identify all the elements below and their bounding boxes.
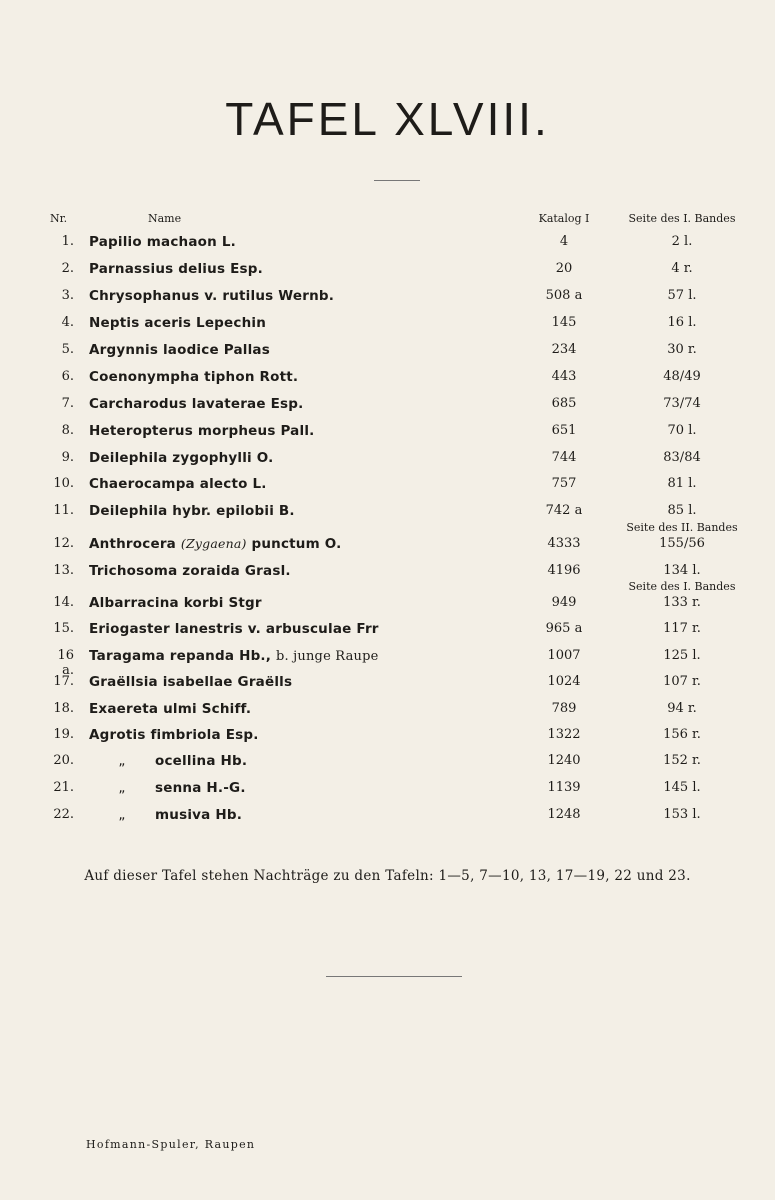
- row-name: Chaerocampa alecto L.: [89, 476, 267, 492]
- table-row: [0, 476, 775, 496]
- row-seite: 94 r.: [667, 701, 697, 716]
- bottom-divider: [326, 976, 462, 977]
- row-seite: 125 l.: [663, 648, 701, 663]
- row-seite: 16 l.: [667, 315, 697, 330]
- table-row: [0, 701, 775, 721]
- header-seite: Seite des I. Bandes: [628, 212, 736, 225]
- row-seite: 156 r.: [663, 727, 701, 742]
- row-nr: 16 a.: [57, 648, 74, 678]
- row-katalog: 742 a: [545, 503, 583, 518]
- page-title: TAFEL XLVIII.: [225, 93, 550, 145]
- row-name: Neptis aceris Lepechin: [89, 315, 267, 331]
- row-nr: 11.: [53, 503, 74, 518]
- row-seite: 73/74: [663, 396, 701, 411]
- row-nr: 15.: [53, 621, 74, 636]
- row-nr: 6.: [61, 369, 74, 384]
- row-seite: 133 r.: [663, 595, 701, 610]
- row-seite: 117 r.: [663, 621, 701, 636]
- row-katalog: 145: [551, 315, 577, 330]
- row-name: Argynnis laodice Pallas: [89, 342, 270, 358]
- row-katalog: 1322: [547, 727, 581, 742]
- row-nr: 4.: [61, 315, 74, 330]
- row-katalog: 949: [551, 595, 577, 610]
- row-katalog: 1240: [547, 753, 581, 768]
- row-katalog: 789: [551, 701, 577, 716]
- header-katalog: Katalog I: [538, 212, 590, 225]
- table-row: [0, 648, 775, 678]
- row-seite: 145 l.: [663, 780, 701, 795]
- row-nr: 5.: [61, 342, 74, 357]
- ditto-mark: „: [118, 753, 126, 769]
- table-row: [0, 503, 775, 523]
- band-i-heading: Seite des I. Bandes: [628, 580, 736, 593]
- table-row: [0, 234, 775, 254]
- ditto-mark: „: [118, 807, 126, 823]
- row-nr: 20.: [53, 753, 74, 768]
- table-row: [0, 595, 775, 615]
- row-name: Carcharodus lavaterae Esp.: [89, 396, 304, 412]
- row-name: „ musiva Hb.: [89, 807, 242, 823]
- row-katalog: 1024: [547, 674, 581, 689]
- row-name: Eriogaster lanestris v. arbusculae Frr: [89, 621, 379, 637]
- row-nr: 17.: [53, 674, 74, 689]
- row-name: Deilephila hybr. epilobii B.: [89, 503, 295, 519]
- row-katalog: 508 a: [545, 288, 583, 303]
- row-seite: 85 l.: [667, 503, 697, 518]
- table-row: [0, 342, 775, 362]
- table-row: [0, 536, 775, 556]
- row-seite: 70 l.: [667, 423, 697, 438]
- row-katalog: 757: [551, 476, 577, 491]
- row-name: „ ocellina Hb.: [89, 753, 247, 769]
- band-ii-heading: Seite des II. Bandes: [626, 521, 738, 534]
- row-katalog: 4: [559, 234, 569, 249]
- table-row: [0, 315, 775, 335]
- title-divider: [374, 180, 420, 181]
- row-name: Coenonympha tiphon Rott.: [89, 369, 299, 385]
- row-nr: 21.: [53, 780, 74, 795]
- row-name: Deilephila zygophylli O.: [89, 450, 274, 466]
- row-seite: 81 l.: [667, 476, 697, 491]
- row-nr: 12.: [53, 536, 74, 551]
- row-name: Anthrocera (Zygaena) punctum O.: [89, 536, 342, 552]
- footnote: Auf dieser Tafel stehen Nachträge zu den Tafeln: 1—5, 7—10, 13, 17—19, 22 und 23.: [84, 868, 691, 884]
- row-seite: 57 l.: [667, 288, 697, 303]
- table-row: [0, 780, 775, 800]
- row-nr: 14.: [53, 595, 74, 610]
- row-nr: 22.: [53, 807, 74, 822]
- row-katalog: 651: [551, 423, 577, 438]
- row-katalog: 20: [555, 261, 573, 276]
- table-row: [0, 369, 775, 389]
- row-katalog: 234: [551, 342, 577, 357]
- table-row: [0, 396, 775, 416]
- row-seite: 107 r.: [663, 674, 701, 689]
- row-katalog: 1248: [547, 807, 581, 822]
- row-seite: 152 r.: [663, 753, 701, 768]
- table-row: [0, 450, 775, 470]
- row-katalog: 443: [551, 369, 577, 384]
- row-seite: 2 l.: [671, 234, 693, 249]
- row-nr: 2.: [61, 261, 74, 276]
- row-nr: 19.: [53, 727, 74, 742]
- row-nr: 8.: [61, 423, 74, 438]
- row-name: Taragama repanda Hb., b. junge Raupe: [89, 648, 379, 664]
- table-row: [0, 674, 775, 694]
- row-name: „ senna H.-G.: [89, 780, 246, 796]
- table-row: [0, 621, 775, 641]
- header-nr: Nr.: [50, 212, 68, 225]
- row-name: Agrotis fimbriola Esp.: [89, 727, 259, 743]
- row-katalog: 4333: [547, 536, 581, 551]
- table-row: [0, 423, 775, 443]
- row-seite: 48/49: [663, 369, 701, 384]
- row-katalog: 685: [551, 396, 577, 411]
- row-name: Parnassius delius Esp.: [89, 261, 263, 277]
- ditto-mark: „: [118, 780, 126, 796]
- row-name: Chrysophanus v. rutilus Wernb.: [89, 288, 335, 304]
- row-katalog: 965 a: [545, 621, 583, 636]
- row-seite: 155/56: [659, 536, 705, 551]
- row-seite: 30 r.: [667, 342, 697, 357]
- table-row: [0, 288, 775, 308]
- table-row: [0, 753, 775, 773]
- row-katalog: 1139: [547, 780, 581, 795]
- row-katalog: 4196: [547, 563, 581, 578]
- row-seite: 134 l.: [663, 563, 701, 578]
- row-seite: 153 l.: [663, 807, 701, 822]
- page-footer: Hofmann-Spuler, Raupen: [86, 1138, 256, 1151]
- row-nr: 3.: [61, 288, 74, 303]
- row-name: Exaereta ulmi Schiff.: [89, 701, 252, 717]
- row-nr: 1.: [61, 234, 74, 249]
- row-nr: 13.: [53, 563, 74, 578]
- row-seite: 83/84: [663, 450, 701, 465]
- table-row: [0, 261, 775, 281]
- row-katalog: 744: [551, 450, 577, 465]
- row-seite: 4 r.: [671, 261, 693, 276]
- table-row: [0, 727, 775, 747]
- row-name: Papilio machaon L.: [89, 234, 236, 250]
- row-nr: 10.: [53, 476, 74, 491]
- row-nr: 7.: [61, 396, 74, 411]
- header-name: Name: [148, 212, 182, 225]
- row-name: Heteropterus morpheus Pall.: [89, 423, 315, 439]
- table-row: [0, 807, 775, 827]
- row-nr: 9.: [61, 450, 74, 465]
- row-katalog: 1007: [547, 648, 581, 663]
- row-name: Graëllsia isabellae Graëlls: [89, 674, 293, 690]
- row-name: Trichosoma zoraida Grasl.: [89, 563, 291, 579]
- row-name: Albarracina korbi Stgr: [89, 595, 262, 611]
- row-nr: 18.: [53, 701, 74, 716]
